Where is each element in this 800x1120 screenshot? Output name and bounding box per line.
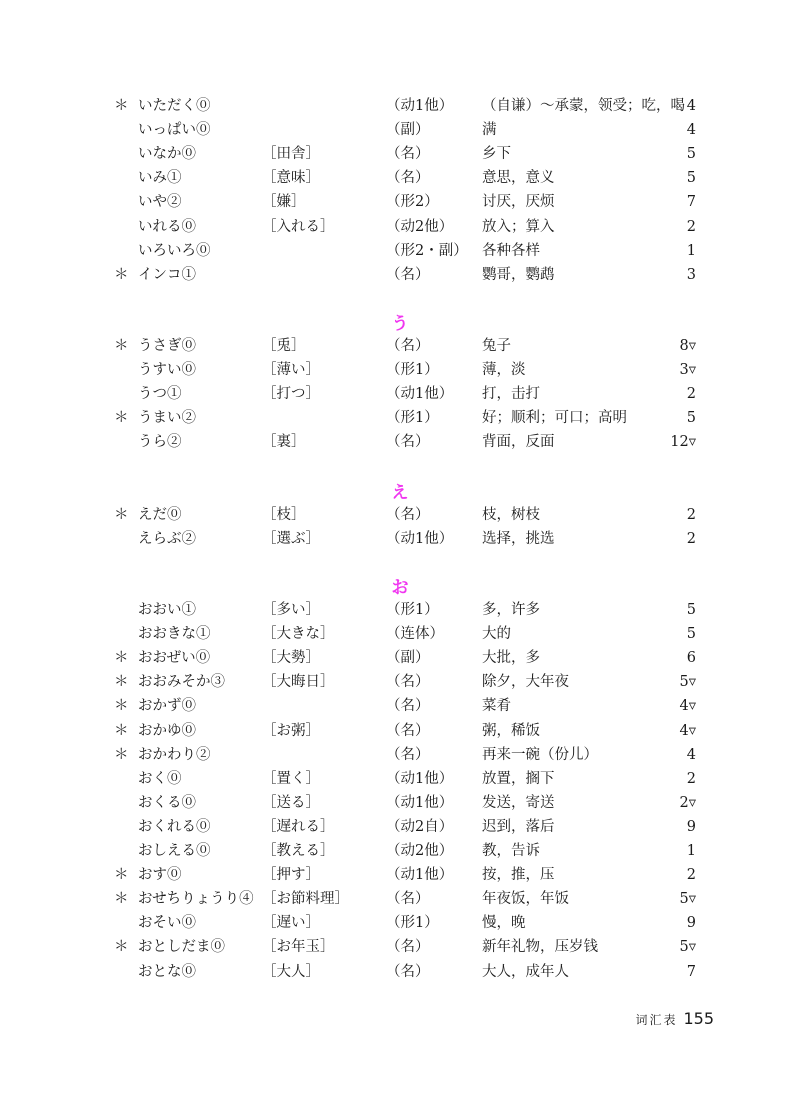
vocab-kana: おくれる⓪ [138,818,211,835]
vocab-kanji: ［お年玉］ [262,939,335,956]
vocab-star: ＊ [114,410,129,427]
vocab-kana: おそい⓪ [138,915,196,932]
vocab-kanji: ［意味］ [262,170,320,187]
vocab-kana: いや② [138,194,182,211]
vocab-meaning: 发送，寄送 [482,794,555,811]
vocab-lesson: 5 [686,146,696,163]
vocab-pos: （动2自） [386,818,454,835]
vocab-kana: おかず⓪ [138,698,196,715]
vocab-kana: インコ① [138,266,196,283]
vocab-lesson: 8▿ [679,338,696,354]
vocab-star: ＊ [114,867,129,884]
vocab-meaning: 新年礼物，压岁钱 [482,939,598,956]
vocab-kanji: ［大きな］ [262,626,335,643]
vocab-lesson: 4 [686,122,696,139]
vocab-meaning: 菜肴 [482,698,511,715]
vocab-lesson: 3▿ [679,362,696,379]
vocab-meaning: 多，许多 [482,602,540,618]
vocab-pos: （动1他） [386,531,454,548]
vocab-row [0,95,800,117]
vocab-meaning: 教，告诉 [482,843,540,859]
vocab-row [0,599,800,621]
vocab-lesson: 6 [686,650,696,667]
vocab-row [0,816,800,838]
vocab-lesson: 4 [686,98,696,114]
vocab-meaning: 枝，树枝 [482,507,540,523]
vocab-kana: おくる⓪ [138,794,196,811]
vocab-meaning: 好；顺利；可口；高明 [482,410,627,427]
vocab-meaning: 放置，搁下 [482,770,555,787]
vocab-kanji: ［枝］ [262,507,306,523]
vocab-pos: （形1） [386,410,439,427]
vocab-pos: （名） [386,434,430,451]
vocab-row [0,143,800,165]
vocab-meaning: 按，推，压 [482,867,555,884]
vocab-pos: （名） [386,170,430,187]
vocab-pos: （名） [386,266,430,283]
vocab-pos: （名） [386,891,430,908]
vocab-kana: いっぱい⓪ [138,122,211,139]
vocab-lesson: 2 [686,770,696,787]
vocab-pos: （动1他） [386,794,454,811]
vocab-meaning: 乡下 [482,146,511,163]
vocab-row [0,792,800,814]
vocab-kanji: ［大勢］ [262,650,320,667]
vocab-row [0,407,800,429]
vocab-star: ＊ [114,674,129,691]
vocab-lesson: 1 [686,843,696,859]
vocab-meaning: 选择，挑选 [482,531,555,548]
vocab-lesson: 3 [686,266,696,283]
vocab-kanji: ［嫌］ [262,194,306,211]
vocab-lesson: 5 [686,170,696,187]
vocab-star: ＊ [114,891,129,908]
vocab-pos: （名） [386,722,430,739]
vocab-kana: おおみそか③ [138,674,225,691]
vocab-kana: えらぶ② [138,531,196,548]
vocab-star: ＊ [114,746,129,763]
vocab-kanji: ［大人］ [262,963,320,980]
vocab-lesson: 2 [686,867,696,884]
vocab-row [0,264,800,286]
vocab-meaning: 再来一碗（份儿） [482,746,598,763]
page-footer [635,1009,714,1028]
vocab-kanji: ［遅れる］ [262,818,335,835]
vocab-lesson: 5 [686,602,696,618]
vocab-star: ＊ [114,650,129,667]
vocab-kana: うまい② [138,410,196,427]
vocab-kana: いただく⓪ [138,98,211,114]
vocab-pos: （动1他） [386,98,454,114]
vocab-pos: （名） [386,338,430,354]
vocab-row [0,888,800,910]
vocab-pos: （动1他） [386,386,454,403]
vocab-row [0,119,800,141]
vocab-meaning: 兔子 [482,338,511,354]
vocab-kanji: ［入れる］ [262,218,335,235]
vocab-star: ＊ [114,939,129,956]
vocab-kana: うさぎ⓪ [138,338,196,354]
vocab-kana: えだ⓪ [138,507,182,523]
vocab-lesson: 5 [686,626,696,643]
vocab-lesson: 12▿ [670,434,696,451]
vocab-lesson: 2 [686,218,696,235]
vocab-kanji: ［多い］ [262,602,320,618]
vocab-star: ＊ [114,266,129,283]
vocab-kana: おかわり② [138,746,211,763]
vocab-meaning: 粥，稀饭 [482,722,540,739]
vocab-kana: おとしだま⓪ [138,939,225,956]
vocab-star: ＊ [114,338,129,354]
vocab-row [0,431,800,453]
vocab-kanji: ［選ぶ］ [262,531,320,548]
vocab-lesson: 2 [686,531,696,548]
vocab-kanji: ［田舎］ [262,146,320,163]
vocab-row [0,528,800,550]
vocab-lesson: 9 [686,818,696,835]
vocab-row [0,744,800,766]
section-heading: お [391,578,409,598]
vocab-lesson: 4▿ [679,722,696,739]
vocab-star: ＊ [114,722,129,739]
vocab-pos: （形1） [386,362,439,379]
vocab-pos: （名） [386,939,430,956]
vocab-kana: おおきな① [138,626,211,643]
vocab-meaning: 大批，多 [482,650,540,667]
vocab-kana: おとな⓪ [138,963,196,980]
footer-label: 词汇表 [635,1013,678,1027]
vocab-row [0,768,800,790]
vocab-row [0,383,800,405]
vocab-kana: おせちりょうり④ [138,891,254,908]
vocab-kanji: ［兎］ [262,338,306,354]
vocab-lesson: 1 [686,242,696,259]
vocab-star: ＊ [114,507,129,523]
vocab-meaning: 打，击打 [482,386,540,403]
vocab-row [0,623,800,645]
vocab-meaning: 除夕，大年夜 [482,674,569,691]
vocab-star: ＊ [114,98,129,114]
vocab-pos: （名） [386,674,430,691]
vocab-lesson: 5▿ [679,939,696,956]
vocab-kanji: ［打つ］ [262,386,320,403]
vocab-meaning: 满 [482,122,497,139]
vocab-kana: おす⓪ [138,867,182,884]
vocab-pos: （动2他） [386,218,454,235]
vocab-kana: おおぜい⓪ [138,650,211,667]
vocab-pos: （动2他） [386,843,454,859]
vocab-lesson: 5▿ [679,891,696,908]
vocab-pos: （动1他） [386,867,454,884]
vocab-lesson: 2 [686,386,696,403]
vocab-kanji: ［押す］ [262,867,320,884]
vocab-row [0,720,800,742]
vocab-pos: （名） [386,963,430,980]
vocab-row [0,961,800,983]
vocab-kana: おく⓪ [138,770,182,787]
vocab-pos: （名） [386,507,430,523]
page-number: 155 [683,1009,714,1028]
vocab-kanji: ［お節料理］ [262,891,349,908]
section-heading: う [391,314,409,334]
vocab-pos: （动1他） [386,770,454,787]
vocab-meaning: 鹦哥，鹦鹉 [482,266,555,283]
vocab-kanji: ［大晦日］ [262,674,335,691]
vocab-pos: （名） [386,146,430,163]
vocab-row [0,671,800,693]
vocab-row [0,695,800,717]
vocab-lesson: 2 [686,507,696,523]
vocab-pos: （形2） [386,194,439,211]
vocab-pos: （连体） [386,626,444,643]
vocab-kanji: ［送る］ [262,794,320,811]
vocab-kana: いろいろ⓪ [138,242,211,259]
vocab-pos: （名） [386,698,430,715]
vocab-kanji: ［裏］ [262,434,306,451]
vocab-row [0,647,800,669]
vocab-row [0,504,800,526]
vocab-kana: おおい① [138,602,196,618]
vocab-pos: （副） [386,650,430,667]
vocab-kana: うつ① [138,386,182,403]
vocab-lesson: 9 [686,915,696,932]
vocab-pos: （形1） [386,915,439,932]
vocab-meaning: （自谦）～承蒙，领受；吃，喝 [482,98,685,114]
vocab-meaning: 背面，反面 [482,434,555,451]
vocab-pos: （副） [386,122,430,139]
vocab-kana: いれる⓪ [138,218,196,235]
vocab-row [0,240,800,262]
vocab-meaning: 年夜饭，年饭 [482,891,569,908]
vocab-row [0,912,800,934]
vocab-lesson: 7 [686,194,696,211]
vocab-pos: （名） [386,746,430,763]
vocab-star: ＊ [114,698,129,715]
vocab-row [0,335,800,357]
vocab-kana: おしえる⓪ [138,843,211,859]
vocab-meaning: 薄，淡 [482,362,526,379]
vocab-row [0,191,800,213]
vocab-kanji: ［遅い］ [262,915,320,932]
vocab-lesson: 7 [686,963,696,980]
vocab-kana: いみ① [138,170,182,187]
vocab-lesson: 4 [686,746,696,763]
vocab-kana: いなか⓪ [138,146,196,163]
vocab-pos: （形2・副） [386,242,468,259]
vocab-lesson: 5 [686,410,696,427]
vocab-row [0,167,800,189]
vocab-lesson: 5▿ [679,674,696,691]
vocab-meaning: 迟到，落后 [482,818,555,835]
vocab-row [0,359,800,381]
vocab-kana: うすい⓪ [138,362,196,379]
vocab-meaning: 大的 [482,626,511,643]
vocab-meaning: 慢，晚 [482,915,526,932]
vocab-row [0,864,800,886]
section-heading: え [391,483,409,503]
vocab-kanji: ［教える］ [262,843,335,859]
vocab-lesson: 2▿ [679,794,696,811]
vocab-meaning: 放入；算入 [482,218,555,235]
vocab-meaning: 各种各样 [482,242,540,259]
vocab-row [0,840,800,862]
vocab-kanji: ［お粥］ [262,722,320,739]
vocab-meaning: 大人，成年人 [482,963,569,980]
vocab-kanji: ［薄い］ [262,362,320,379]
vocab-meaning: 讨厌，厌烦 [482,194,555,211]
vocab-meaning: 意思，意义 [482,170,555,187]
vocab-pos: （形1） [386,602,439,618]
vocab-lesson: 4▿ [679,698,696,715]
vocab-kana: おかゆ⓪ [138,722,196,739]
vocab-row [0,216,800,238]
vocab-row [0,936,800,958]
vocab-kana: うら② [138,434,182,451]
vocab-kanji: ［置く］ [262,770,320,787]
